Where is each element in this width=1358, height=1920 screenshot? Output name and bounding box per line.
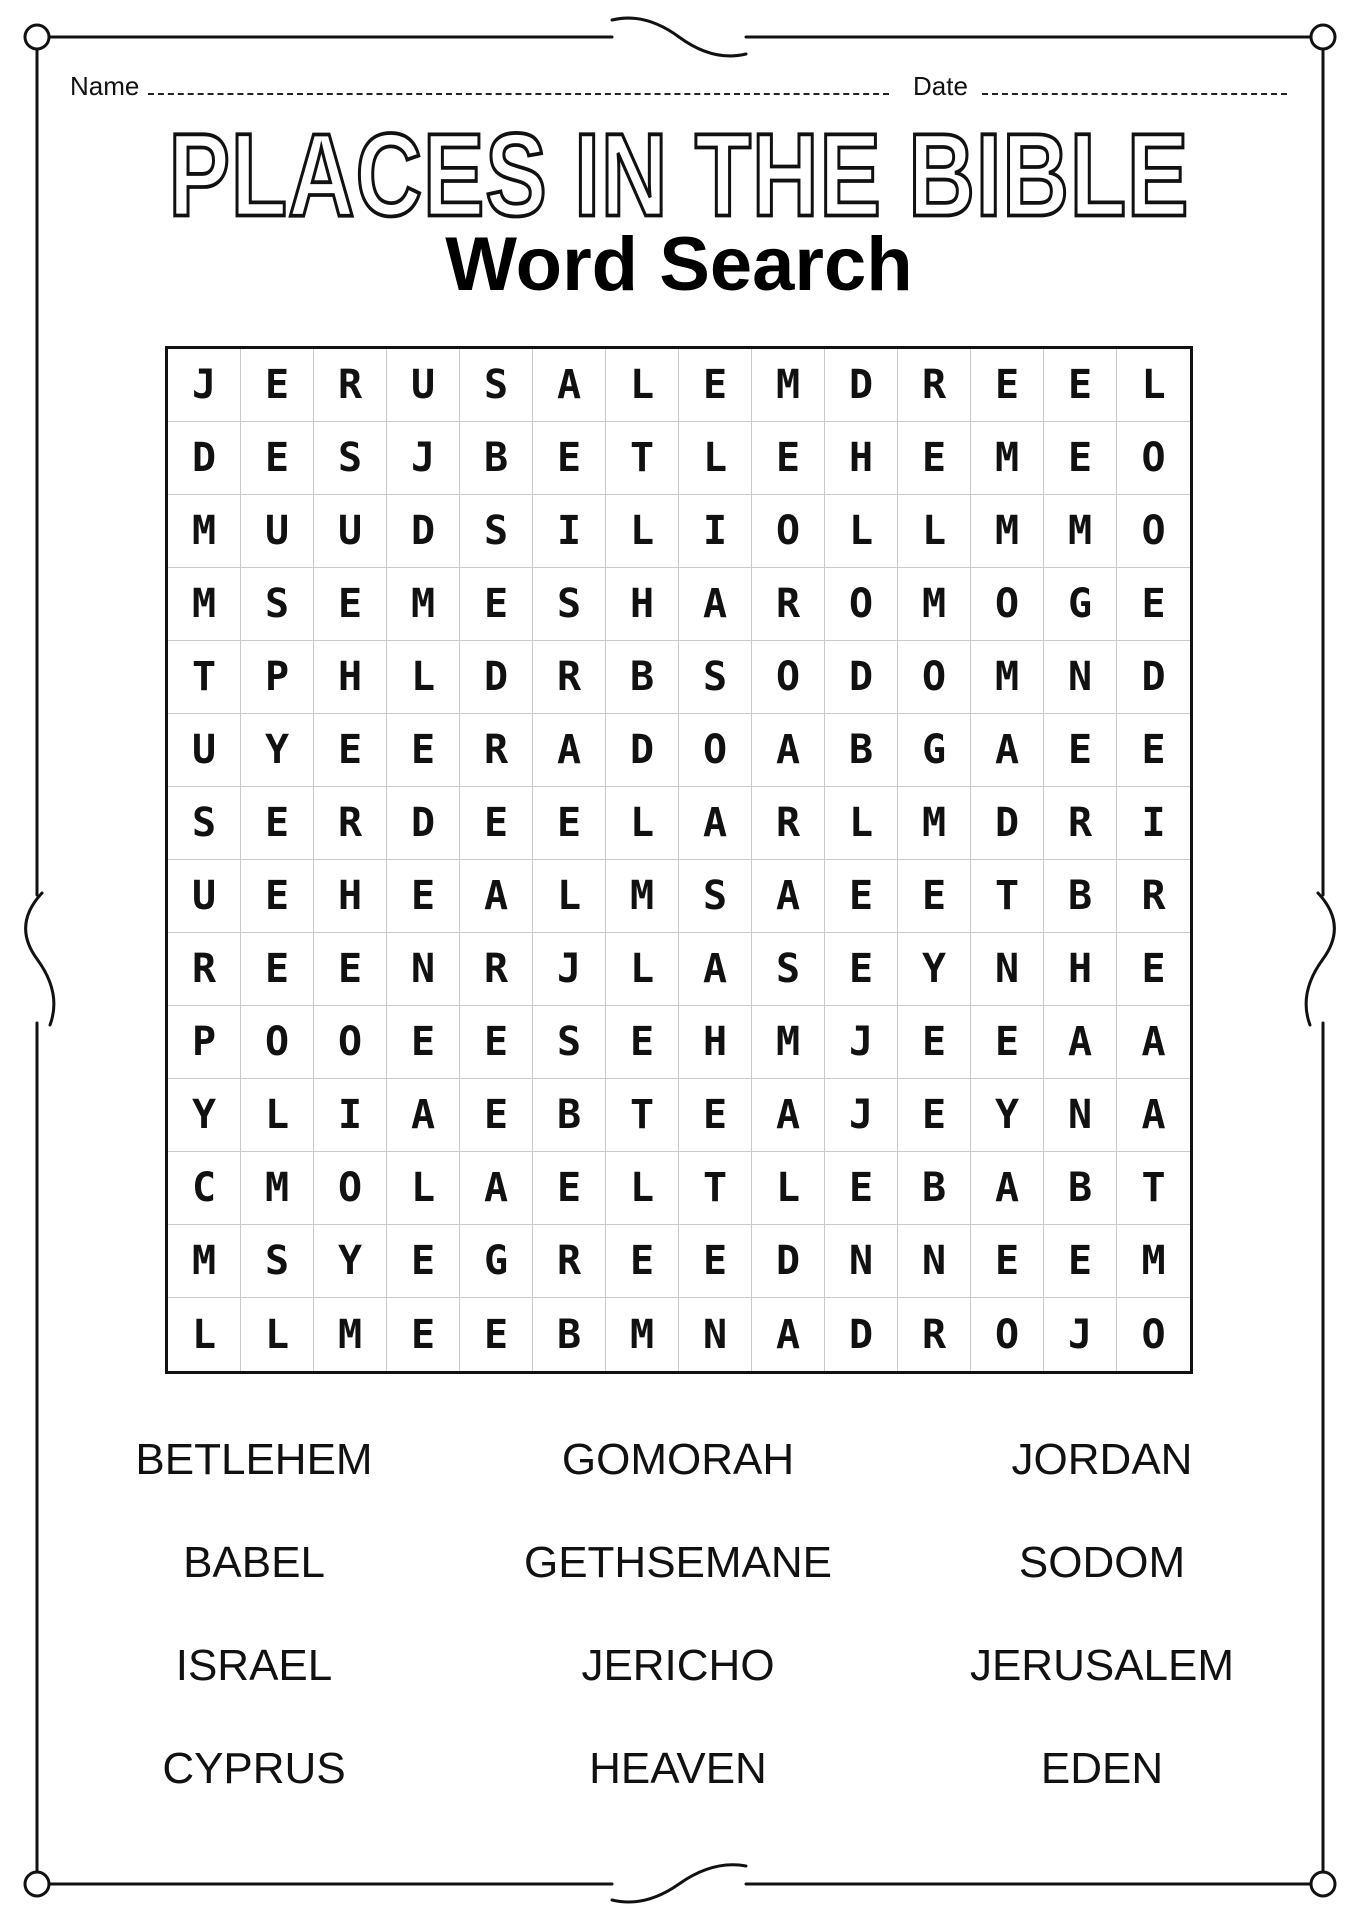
- grid-cell: E: [387, 860, 460, 933]
- grid-cell: A: [460, 1152, 533, 1225]
- grid-cell: L: [606, 349, 679, 422]
- grid-cell: L: [679, 422, 752, 495]
- grid-cell: E: [241, 933, 314, 1006]
- grid-cell: L: [606, 495, 679, 568]
- grid-cell: H: [606, 568, 679, 641]
- grid-cell: O: [971, 1298, 1044, 1371]
- grid-cell: A: [533, 349, 606, 422]
- grid-cell: M: [314, 1298, 387, 1371]
- grid-cell: E: [533, 787, 606, 860]
- word-list-item: BABEL: [183, 1538, 325, 1587]
- grid-cell: S: [679, 860, 752, 933]
- grid-cell: B: [898, 1152, 971, 1225]
- word-list-item: ISRAEL: [175, 1641, 333, 1690]
- grid-cell: R: [898, 1298, 971, 1371]
- grid-cell: U: [241, 495, 314, 568]
- grid-cell: Y: [241, 714, 314, 787]
- grid-cell: E: [679, 1225, 752, 1298]
- grid-cell: Y: [168, 1079, 241, 1152]
- grid-cell: B: [1044, 1152, 1117, 1225]
- date-blank-line: [982, 93, 1287, 95]
- grid-cell: E: [898, 1006, 971, 1079]
- grid-cell: E: [460, 1298, 533, 1371]
- word-list-item: JERUSALEM: [969, 1641, 1235, 1690]
- grid-cell: T: [606, 1079, 679, 1152]
- grid-cell: E: [387, 1298, 460, 1371]
- grid-cell: O: [1117, 495, 1190, 568]
- grid-cell: E: [314, 933, 387, 1006]
- left-swirl-ornament: [26, 893, 54, 1025]
- grid-cell: R: [314, 787, 387, 860]
- grid-cell: E: [1117, 933, 1190, 1006]
- grid-cell: L: [606, 787, 679, 860]
- grid-cell: L: [533, 860, 606, 933]
- word-list-item: EDEN: [1040, 1744, 1164, 1793]
- word-list-item: SODOM: [1018, 1538, 1186, 1587]
- grid-cell: M: [241, 1152, 314, 1225]
- grid-cell: P: [241, 641, 314, 714]
- grid-cell: M: [168, 568, 241, 641]
- grid-cell: Y: [898, 933, 971, 1006]
- grid-cell: E: [314, 714, 387, 787]
- grid-cell: U: [314, 495, 387, 568]
- grid-cell: S: [679, 641, 752, 714]
- grid-cell: E: [825, 860, 898, 933]
- grid-cell: S: [460, 349, 533, 422]
- grid-cell: M: [387, 568, 460, 641]
- grid-cell: E: [825, 933, 898, 1006]
- grid-cell: O: [1141, 1311, 1166, 1358]
- word-search-grid: [165, 346, 1193, 1374]
- page-subtitle: Word Search: [445, 222, 913, 307]
- grid-cell: B: [533, 1298, 606, 1371]
- grid-cell: S: [241, 1225, 314, 1298]
- right-swirl-ornament: [1306, 893, 1334, 1025]
- grid-cell: L: [825, 495, 898, 568]
- grid-cell: D: [752, 1225, 825, 1298]
- grid-cell: L: [1117, 349, 1190, 422]
- grid-cell: A: [971, 714, 1044, 787]
- grid-cell: M: [971, 641, 1044, 714]
- grid-cell: O: [1117, 422, 1190, 495]
- grid-cell: O: [241, 1006, 314, 1079]
- grid-cell: L: [387, 1152, 460, 1225]
- grid-cell: A: [752, 860, 825, 933]
- grid-cell: E: [606, 1006, 679, 1079]
- grid-cell: M: [752, 1006, 825, 1079]
- grid-cell: T: [971, 860, 1044, 933]
- grid-cell: B: [1044, 860, 1117, 933]
- grid-cell: B: [606, 641, 679, 714]
- grid-cell: L: [606, 933, 679, 1006]
- grid-cell: A: [679, 933, 752, 1006]
- grid-cell: S: [460, 495, 533, 568]
- grid-cell: A: [1044, 1006, 1117, 1079]
- grid-cell: R: [460, 933, 533, 1006]
- grid-cell: L: [241, 1298, 314, 1371]
- grid-cell: E: [1044, 1225, 1117, 1298]
- grid-cell: T: [606, 422, 679, 495]
- grid-cell: B: [533, 1079, 606, 1152]
- grid-cell: J: [533, 933, 606, 1006]
- grid-cell: M: [1044, 495, 1117, 568]
- grid-cell: R: [752, 787, 825, 860]
- grid-cell: E: [898, 860, 971, 933]
- corner-circle: [25, 1872, 49, 1896]
- grid-cell: O: [971, 568, 1044, 641]
- grid-cell: D: [387, 495, 460, 568]
- grid-cell: H: [1044, 933, 1117, 1006]
- bottom-swirl-ornament: [612, 1865, 746, 1902]
- grid-cell: N: [971, 933, 1044, 1006]
- grid-cell: A: [679, 568, 752, 641]
- grid-cell: R: [533, 1225, 606, 1298]
- grid-cell: D: [971, 787, 1044, 860]
- grid-cell: O: [679, 714, 752, 787]
- grid-cell: E: [752, 422, 825, 495]
- grid-cell: L: [387, 641, 460, 714]
- grid-cell: E: [971, 1006, 1044, 1079]
- grid-cell: H: [314, 641, 387, 714]
- grid-cell: G: [460, 1225, 533, 1298]
- grid-cell: M: [606, 1298, 679, 1371]
- grid-cell: U: [387, 349, 460, 422]
- grid-cell: M: [898, 568, 971, 641]
- grid-cell: M: [971, 495, 1044, 568]
- corner-circle: [1311, 25, 1335, 49]
- grid-cell: R: [314, 349, 387, 422]
- grid-cell: D: [825, 349, 898, 422]
- grid-cell: E: [1044, 714, 1117, 787]
- grid-cell: N: [898, 1225, 971, 1298]
- grid-cell: E: [898, 422, 971, 495]
- grid-cell: U: [168, 714, 241, 787]
- grid-cell: E: [606, 1225, 679, 1298]
- grid-cell: A: [1117, 1006, 1190, 1079]
- grid-cell: I: [533, 495, 606, 568]
- grid-cell: S: [533, 568, 606, 641]
- grid-cell: M: [752, 349, 825, 422]
- grid-cell: A: [752, 1298, 825, 1371]
- grid-cell: O: [314, 1006, 387, 1079]
- word-list-item: JORDAN: [1011, 1435, 1193, 1484]
- grid-cell: A: [533, 714, 606, 787]
- grid-cell: D: [825, 1298, 898, 1371]
- grid-cell: R: [168, 933, 241, 1006]
- grid-cell: G: [898, 714, 971, 787]
- grid-cell: O: [752, 495, 825, 568]
- grid-cell: A: [752, 714, 825, 787]
- grid-cell: L: [825, 787, 898, 860]
- grid-cell: M: [168, 1225, 241, 1298]
- grid-cell: I: [1117, 787, 1190, 860]
- grid-cell: E: [460, 787, 533, 860]
- grid-cell: O: [825, 568, 898, 641]
- grid-cell: M: [898, 787, 971, 860]
- grid-cell: O: [314, 1152, 387, 1225]
- grid-cell: E: [1044, 349, 1117, 422]
- grid-cell: E: [679, 1079, 752, 1152]
- grid-cell: N: [1044, 1079, 1117, 1152]
- word-list-item: GOMORAH: [561, 1435, 795, 1484]
- grid-cell: L: [898, 495, 971, 568]
- grid-cell: B: [825, 714, 898, 787]
- grid-cell: H: [679, 1006, 752, 1079]
- grid-cell: H: [825, 422, 898, 495]
- grid-cell: A: [460, 860, 533, 933]
- grid-cell: R: [1117, 860, 1190, 933]
- grid-cell: M: [1117, 1225, 1190, 1298]
- grid-cell: N: [1044, 641, 1117, 714]
- word-list-item: JERICHO: [581, 1641, 775, 1690]
- grid-cell: E: [1044, 422, 1117, 495]
- grid-cell: D: [387, 787, 460, 860]
- grid-cell: N: [679, 1298, 752, 1371]
- grid-cell: L: [241, 1079, 314, 1152]
- grid-cell: E: [241, 349, 314, 422]
- grid-cell: T: [1117, 1152, 1190, 1225]
- grid-cell: T: [679, 1152, 752, 1225]
- grid-cell: S: [314, 422, 387, 495]
- name-blank-line: [148, 93, 889, 95]
- grid-cell: D: [168, 422, 241, 495]
- grid-cell: U: [168, 860, 241, 933]
- grid-cell: H: [314, 860, 387, 933]
- grid-cell: E: [679, 349, 752, 422]
- grid-cell: E: [387, 1006, 460, 1079]
- grid-cell: M: [606, 860, 679, 933]
- word-list-item: HEAVEN: [589, 1744, 767, 1793]
- grid-cell: E: [387, 1225, 460, 1298]
- page-title: PLACES IN THE BIBLE: [168, 110, 1190, 242]
- grid-cell: M: [971, 422, 1044, 495]
- grid-cell: R: [460, 714, 533, 787]
- grid-cell: T: [168, 641, 241, 714]
- grid-cell: I: [679, 495, 752, 568]
- grid-cell: N: [387, 933, 460, 1006]
- grid-cell: S: [533, 1006, 606, 1079]
- grid-cell: E: [241, 422, 314, 495]
- grid-cell: D: [825, 641, 898, 714]
- word-column: [468, 1408, 888, 1820]
- grid-cell: E: [241, 860, 314, 933]
- top-swirl-ornament: [612, 18, 746, 56]
- grid-cell: Y: [314, 1225, 387, 1298]
- grid-cell: Y: [971, 1079, 1044, 1152]
- grid-cell: R: [533, 641, 606, 714]
- grid-cell: E: [387, 714, 460, 787]
- grid-cell: O: [752, 641, 825, 714]
- grid-cell: J: [825, 1079, 898, 1152]
- grid-cell: S: [168, 787, 241, 860]
- corner-circle: [25, 25, 49, 49]
- grid-cell: S: [752, 933, 825, 1006]
- grid-cell: G: [1044, 568, 1117, 641]
- grid-cell: S: [241, 568, 314, 641]
- grid-cell: E: [460, 1079, 533, 1152]
- corner-circle: [1311, 1872, 1335, 1896]
- grid-cell: E: [533, 1152, 606, 1225]
- grid-cell: R: [898, 349, 971, 422]
- grid-cell: L: [606, 1152, 679, 1225]
- word-column: [44, 1408, 464, 1820]
- grid-cell: L: [168, 1298, 241, 1371]
- grid-cell: D: [606, 714, 679, 787]
- grid-cell: J: [1044, 1298, 1117, 1371]
- grid-cell: E: [971, 1225, 1044, 1298]
- grid-cell: A: [679, 787, 752, 860]
- grid-cell: E: [971, 349, 1044, 422]
- grid-cell: A: [1117, 1079, 1190, 1152]
- grid-cell: D: [460, 641, 533, 714]
- word-column: [892, 1408, 1312, 1820]
- grid-cell: C: [168, 1152, 241, 1225]
- grid-cell: R: [1044, 787, 1117, 860]
- grid-cell: E: [898, 1079, 971, 1152]
- grid-cell: A: [752, 1079, 825, 1152]
- grid-cell: E: [1117, 714, 1190, 787]
- grid-cell: E: [241, 787, 314, 860]
- grid-cell: A: [387, 1079, 460, 1152]
- date-label: Date: [913, 71, 968, 101]
- grid-cell: E: [314, 568, 387, 641]
- grid-cell: J: [387, 422, 460, 495]
- grid-cell: E: [460, 1006, 533, 1079]
- word-list-item: CYPRUS: [162, 1744, 346, 1793]
- grid-cell: R: [752, 568, 825, 641]
- grid-cell: P: [168, 1006, 241, 1079]
- grid-cell: J: [168, 349, 241, 422]
- grid-cell: E: [533, 422, 606, 495]
- grid-cell: E: [460, 568, 533, 641]
- grid-cell: I: [314, 1079, 387, 1152]
- grid-cell: M: [168, 495, 241, 568]
- grid-cell: B: [460, 422, 533, 495]
- grid-cell: A: [971, 1152, 1044, 1225]
- grid-cell: E: [1117, 568, 1190, 641]
- grid-cell: O: [898, 641, 971, 714]
- name-label: Name: [70, 71, 140, 101]
- grid-cell: N: [825, 1225, 898, 1298]
- word-list-item: GETHSEMANE: [523, 1538, 833, 1587]
- grid-cell: D: [1117, 641, 1190, 714]
- grid-cell: E: [825, 1152, 898, 1225]
- grid-cell: L: [752, 1152, 825, 1225]
- grid-cell: J: [825, 1006, 898, 1079]
- word-list-item: BETLEHEM: [135, 1435, 373, 1484]
